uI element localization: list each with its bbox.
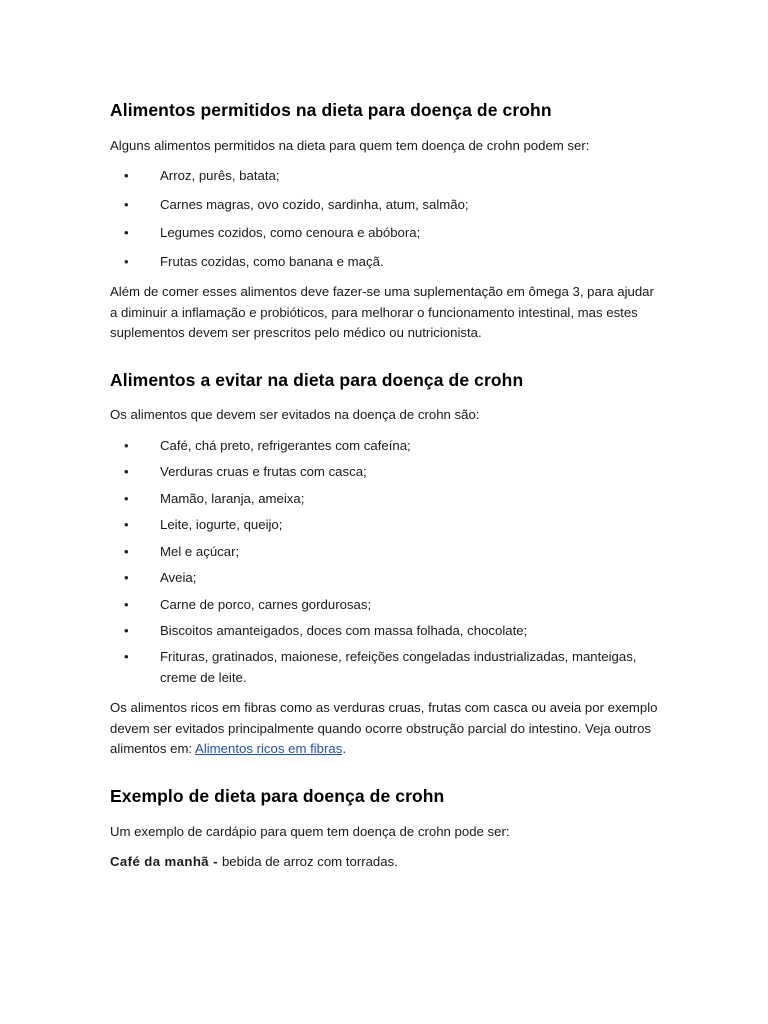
section-intro-exemplo: Um exemplo de cardápio para quem tem doença de crohn pode ser: xyxy=(110,823,510,839)
bullet-icon: • xyxy=(124,543,129,559)
bullet-icon: • xyxy=(124,596,129,612)
section-heading-evitar: Alimentos a evitar na dieta para doença de crohn xyxy=(110,369,524,390)
section-heading-permitidos: Alimentos permitidos na dieta para doença de crohn xyxy=(110,100,552,120)
list-item xyxy=(110,195,658,215)
list-item xyxy=(110,223,658,243)
closing-text-before-link: Os alimentos ricos em fibras como as verduras cruas, frutas com casca ou aveia por exemplo devem ser evitados principalmente quando ocorre obstrução parcial do intestino. Veja outros alimentos em: xyxy=(110,700,658,757)
bullet-icon: • xyxy=(124,649,129,665)
list-item xyxy=(110,515,658,535)
meal-entry-cafe-da-manha xyxy=(110,852,658,872)
list-item-label: Leite, iogurte, queijo; xyxy=(160,517,283,533)
bullet-icon: • xyxy=(124,168,129,184)
section-intro-permitidos: Alguns alimentos permitidos na dieta para quem tem doença de crohn podem ser: xyxy=(110,137,590,153)
bullet-icon: • xyxy=(124,196,129,212)
bullet-icon: • xyxy=(124,623,129,638)
list-item xyxy=(110,542,658,562)
section-closing-evitar xyxy=(110,698,658,759)
meal-description: bebida de arroz com torradas. xyxy=(221,854,398,870)
list-item xyxy=(110,489,658,509)
bullet-icon: • xyxy=(124,437,129,453)
section-intro-evitar: Os alimentos que devem ser evitados na doença de crohn são: xyxy=(110,407,480,423)
list-item-label: Frituras, gratinados, maionese, refeições congeladas industrializadas, manteigas, creme de leite. xyxy=(160,649,637,685)
bullet-icon: • xyxy=(124,225,129,241)
list-item xyxy=(110,436,658,456)
allowed-foods-list xyxy=(110,166,658,272)
bullet-icon: • xyxy=(124,570,129,586)
document-body xyxy=(110,100,658,873)
section-closing-permitidos: Além de comer esses alimentos deve fazer-se uma suplementação em ômega 3, para ajudar a diminuir a inflamação e probióticos, para melhorar o funcionamento intestinal, mas estes suplementos devem ser prescritos pelo médico ou nutricionista. xyxy=(110,284,654,341)
list-item xyxy=(110,252,658,272)
list-item xyxy=(110,621,658,641)
list-item-label: Arroz, purês, batata; xyxy=(160,168,280,184)
list-item xyxy=(110,166,658,186)
bullet-icon: • xyxy=(124,517,129,533)
list-item xyxy=(110,462,658,482)
bullet-icon: • xyxy=(124,490,129,506)
bullet-icon: • xyxy=(124,253,129,269)
list-item-label: Mamão, laranja, ameixa; xyxy=(160,490,305,506)
closing-text-after-link: . xyxy=(342,741,347,757)
list-item-label: Mel e açúcar; xyxy=(160,543,240,559)
list-item-label: Aveia; xyxy=(160,570,197,586)
list-item-label: Legumes cozidos, como cenoura e abóbora; xyxy=(160,225,421,241)
list-item-label: Biscoitos amanteigados, doces com massa folhada, chocolate; xyxy=(160,623,528,638)
list-item-label: Carnes magras, ovo cozido, sardinha, atum, salmão; xyxy=(160,196,469,212)
meal-label: Café da manhã - xyxy=(110,854,222,870)
list-item xyxy=(110,595,658,615)
list-item-label: Verduras cruas e frutas com casca; xyxy=(160,464,367,480)
section-heading-exemplo: Exemplo de dieta para doença de crohn xyxy=(110,785,445,806)
avoid-foods-list xyxy=(110,436,658,689)
bullet-icon: • xyxy=(124,464,129,480)
list-item-label: Café, chá preto, refrigerantes com cafeína; xyxy=(160,437,411,453)
list-item xyxy=(110,568,658,588)
list-item xyxy=(110,647,658,688)
list-item-label: Carne de porco, carnes gordurosas; xyxy=(160,596,372,612)
list-item-label: Frutas cozidas, como banana e maçã. xyxy=(160,253,384,269)
fiber-foods-link[interactable]: Alimentos ricos em fibras xyxy=(195,741,343,757)
